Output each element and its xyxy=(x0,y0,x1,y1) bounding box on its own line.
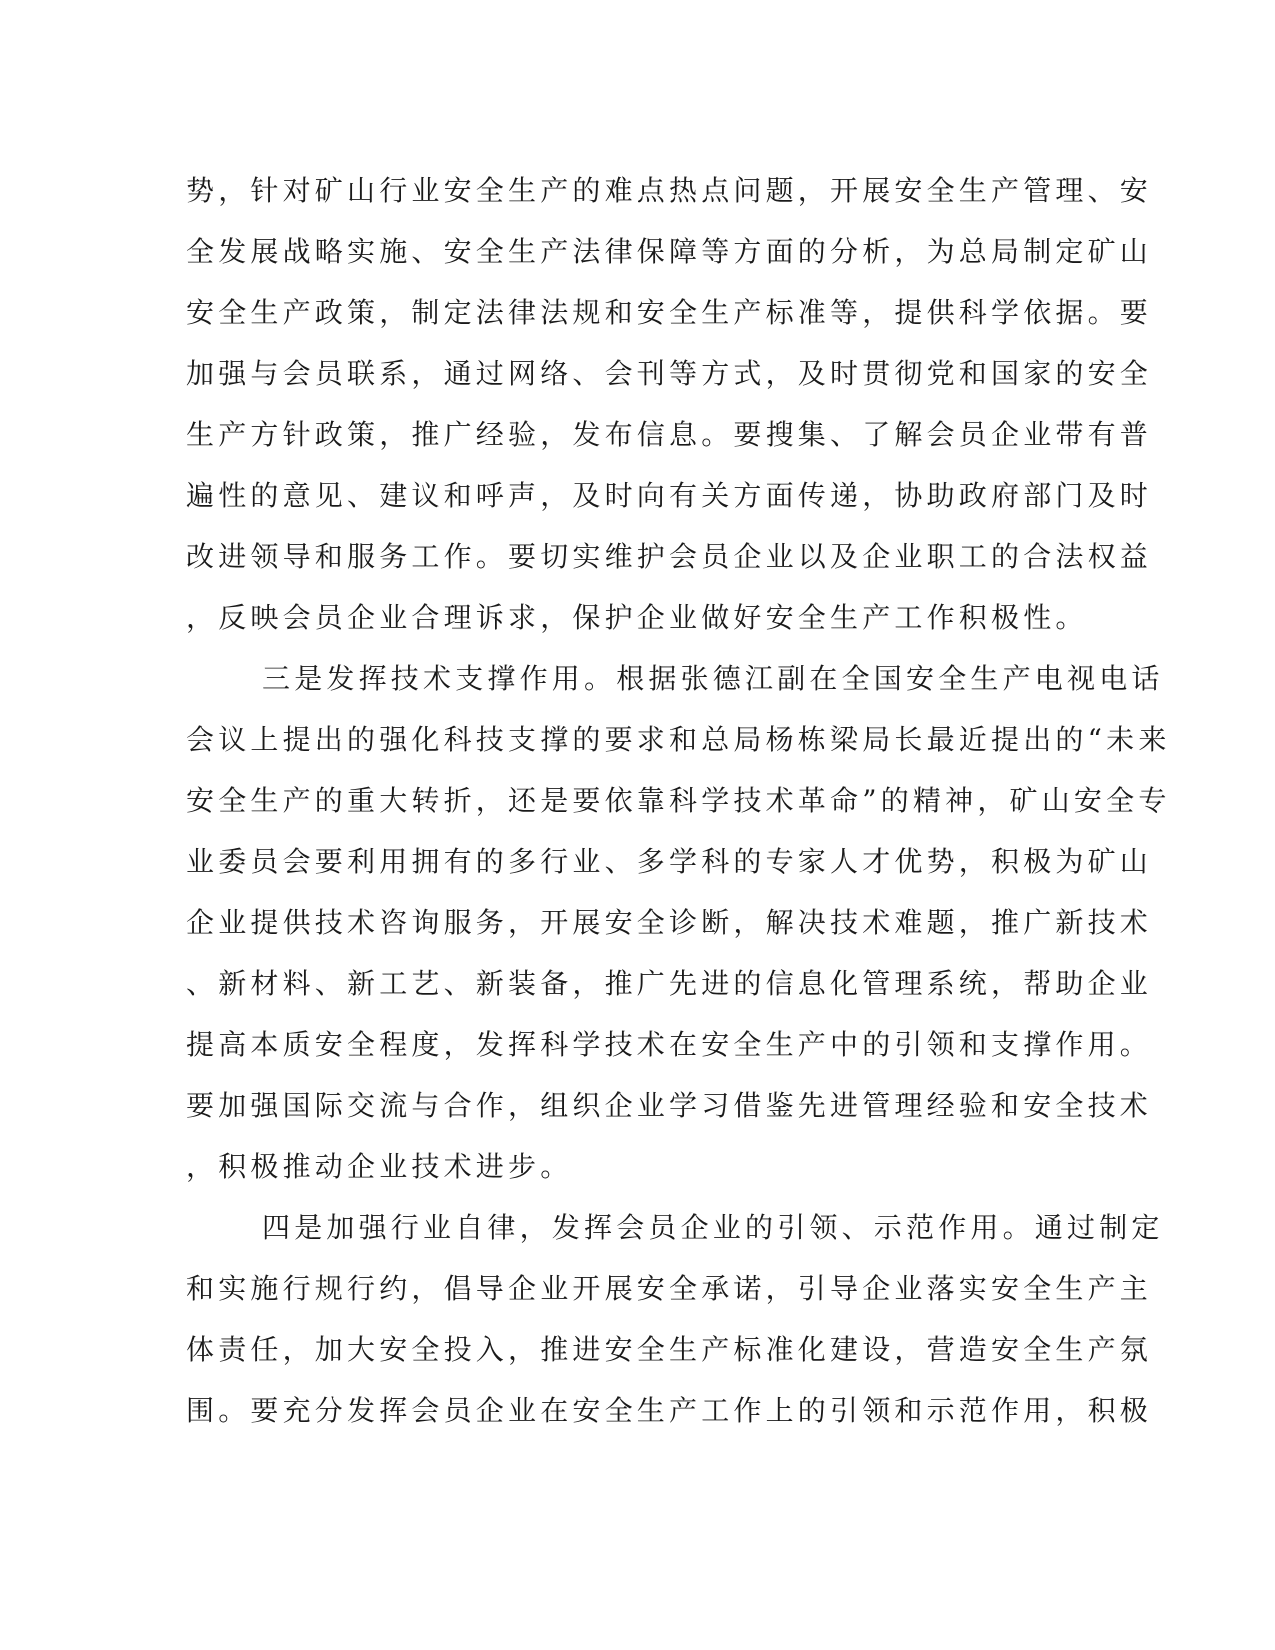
text-line: 加强与会员联系，通过网络、会刊等方式，及时贯彻党和国家的安全 xyxy=(186,357,1153,390)
text-line: 生产方针政策，推广经验，发布信息。要搜集、了解会员企业带有普 xyxy=(186,418,1153,451)
text-line: 企业提供技术咨询服务，开展安全诊断，解决技术难题，推广新技术 xyxy=(186,906,1153,939)
text-line: 体责任，加大安全投入，推进安全生产标准化建设，营造安全生产氛 xyxy=(186,1333,1153,1366)
text-line: 安全生产政策，制定法律法规和安全生产标准等，提供科学依据。要 xyxy=(186,296,1153,329)
text-line: 和实施行规行约，倡导企业开展安全承诺，引导企业落实安全生产主 xyxy=(186,1272,1153,1305)
text-line: 围。要充分发挥会员企业在安全生产工作上的引领和示范作用，积极 xyxy=(186,1394,1153,1427)
text-line: 势，针对矿山行业安全生产的难点热点问题，开展安全生产管理、安 xyxy=(186,174,1153,207)
text-line: 全发展战略实施、安全生产法律保障等方面的分析，为总局制定矿山 xyxy=(186,235,1153,268)
text-line: 提高本质安全程度，发挥科学技术在安全生产中的引领和支撑作用。 xyxy=(186,1028,1153,1061)
text-line: 会议上提出的强化科技支撑的要求和总局杨栋梁局长最近提出的“未来 xyxy=(186,723,1171,756)
text-line: 、新材料、新工艺、新装备，推广先进的信息化管理系统，帮助企业 xyxy=(186,967,1153,1000)
text-line: 遍性的意见、建议和呼声，及时向有关方面传递，协助政府部门及时 xyxy=(186,479,1153,512)
text-line: ，积极推动企业技术进步。 xyxy=(186,1150,573,1183)
text-line: 要加强国际交流与合作，组织企业学习借鉴先进管理经验和安全技术 xyxy=(186,1089,1153,1122)
body-text xyxy=(186,160,1171,1441)
paragraph-first-line: 三是发挥技术支撑作用。根据张德江副在全国安全生产电视电话 xyxy=(262,662,1164,695)
text-line: 业委员会要利用拥有的多行业、多学科的专家人才优势，积极为矿山 xyxy=(186,845,1153,878)
text-line: 改进领导和服务工作。要切实维护会员企业以及企业职工的合法权益 xyxy=(186,540,1153,573)
text-line: ，反映会员企业合理诉求，保护企业做好安全生产工作积极性。 xyxy=(186,601,1088,634)
text-line: 安全生产的重大转折，还是要依靠科学技术革命”的精神，矿山安全专 xyxy=(186,784,1171,817)
paragraph-first-line: 四是加强行业自律，发挥会员企业的引领、示范作用。通过制定 xyxy=(262,1211,1164,1244)
